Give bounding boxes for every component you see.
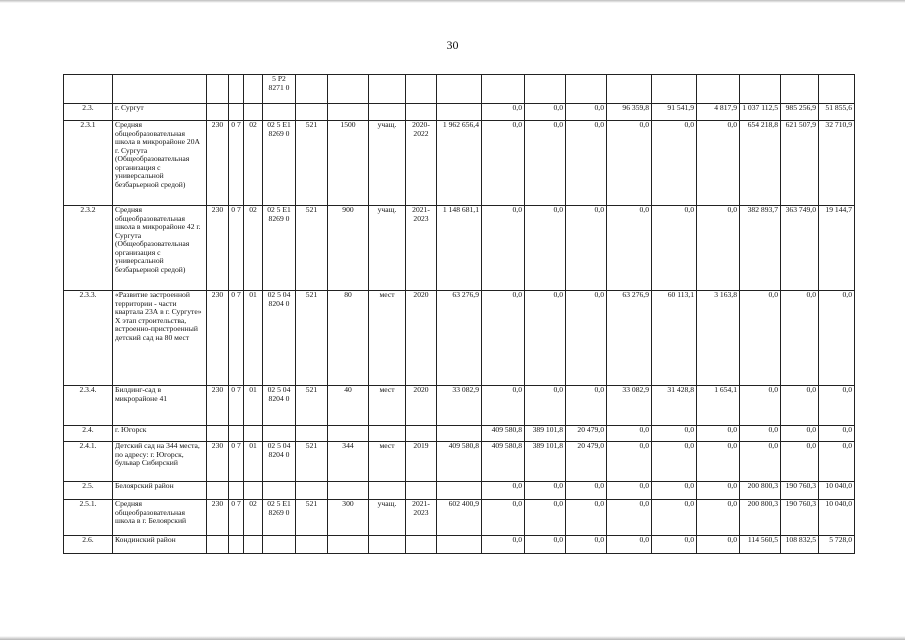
cell-c6	[328, 536, 369, 554]
cell-v9: 32 710,9	[819, 121, 855, 206]
cell-c6	[328, 482, 369, 500]
cell-v9: 0,0	[819, 386, 855, 426]
cell-c2: 0 7	[229, 291, 244, 386]
cell-c2	[229, 536, 244, 554]
cell-v9: 0,0	[819, 442, 855, 482]
cell-v6: 3 163,8	[697, 291, 740, 386]
cell-v9: 51 855,6	[819, 104, 855, 121]
cell-c4: 02 5 E1 8269 0	[263, 500, 296, 536]
cell-c9	[437, 536, 482, 554]
cell-v9: 0,0	[819, 291, 855, 386]
cell-v5	[652, 75, 697, 104]
cell-v8: 0,0	[781, 291, 819, 386]
cell-c1: 230	[207, 442, 229, 482]
cell-c6: 900	[328, 206, 369, 291]
cell-name: Белоярский район	[113, 482, 207, 500]
cell-c3: 02	[244, 121, 263, 206]
cell-c8: 2020	[406, 291, 437, 386]
cell-num: 2.3.2	[64, 206, 113, 291]
cell-v2: 0,0	[525, 121, 566, 206]
cell-v1: 0,0	[482, 291, 525, 386]
cell-v8: 190 760,3	[781, 500, 819, 536]
cell-c1	[207, 104, 229, 121]
cell-c7: мест	[369, 386, 406, 426]
cell-name: Средняя общеобразовательная школа в г. Белоярский	[113, 500, 207, 536]
cell-v6: 0,0	[697, 536, 740, 554]
table-row	[64, 426, 855, 442]
table-row	[64, 104, 855, 121]
cell-v3: 0,0	[566, 482, 607, 500]
cell-v3: 0,0	[566, 121, 607, 206]
cell-name: Средняя общеобразовательная школа в микрорайоне 20А г. Сургута (Общеобразовательная организация с универсальной безбарьерной средой)	[113, 121, 207, 206]
cell-c4	[263, 536, 296, 554]
cell-c5: 521	[296, 500, 328, 536]
cell-c8	[406, 536, 437, 554]
cell-num: 2.3.4.	[64, 386, 113, 426]
cell-v2: 389 101,8	[525, 426, 566, 442]
cell-c4: 02 5 04 8204 0	[263, 291, 296, 386]
cell-num: 2.6.	[64, 536, 113, 554]
cell-v9: 5 728,0	[819, 536, 855, 554]
table-row	[64, 536, 855, 554]
cell-c7: мест	[369, 291, 406, 386]
cell-v5: 0,0	[652, 482, 697, 500]
cell-c4: 02 5 E1 8269 0	[263, 121, 296, 206]
cell-c6	[328, 75, 369, 104]
cell-v8: 363 749,0	[781, 206, 819, 291]
cell-c9: 33 082,9	[437, 386, 482, 426]
cell-c5: 521	[296, 291, 328, 386]
cell-c3: 01	[244, 291, 263, 386]
cell-c2: 0 7	[229, 500, 244, 536]
cell-v2: 0,0	[525, 206, 566, 291]
cell-v1: 0,0	[482, 121, 525, 206]
cell-c4	[263, 104, 296, 121]
cell-v4: 0,0	[607, 500, 652, 536]
cell-c8: 2021-2023	[406, 206, 437, 291]
cell-c3	[244, 104, 263, 121]
cell-v7: 382 893,7	[740, 206, 781, 291]
cell-name: г. Югорск	[113, 426, 207, 442]
cell-v3: 0,0	[566, 104, 607, 121]
cell-c7	[369, 482, 406, 500]
cell-v8: 0,0	[781, 426, 819, 442]
cell-v3	[566, 75, 607, 104]
cell-v3: 0,0	[566, 206, 607, 291]
cell-v9: 10 040,0	[819, 500, 855, 536]
cell-v1: 0,0	[482, 104, 525, 121]
cell-c7: мест	[369, 442, 406, 482]
cell-c2: 0 7	[229, 121, 244, 206]
cell-v7: 200 800,3	[740, 500, 781, 536]
cell-v4: 0,0	[607, 442, 652, 482]
cell-c9: 1 962 656,4	[437, 121, 482, 206]
cell-c6: 344	[328, 442, 369, 482]
cell-v5: 0,0	[652, 442, 697, 482]
cell-c2	[229, 426, 244, 442]
cell-c5	[296, 104, 328, 121]
cell-v3: 0,0	[566, 386, 607, 426]
cell-v6: 0,0	[697, 121, 740, 206]
cell-c5: 521	[296, 386, 328, 426]
cell-c9: 63 276,9	[437, 291, 482, 386]
cell-c1: 230	[207, 386, 229, 426]
cell-v5: 0,0	[652, 426, 697, 442]
cell-c1: 230	[207, 121, 229, 206]
cell-c2: 0 7	[229, 386, 244, 426]
cell-v3: 20 479,0	[566, 442, 607, 482]
cell-c7: учащ.	[369, 121, 406, 206]
cell-v8: 985 256,9	[781, 104, 819, 121]
scan-edge-top	[0, 0, 905, 3]
cell-c8: 2020-2022	[406, 121, 437, 206]
cell-c8: 2021-2023	[406, 500, 437, 536]
cell-v6: 0,0	[697, 500, 740, 536]
cell-c8: 2019	[406, 442, 437, 482]
cell-c8	[406, 426, 437, 442]
cell-num: 2.4.	[64, 426, 113, 442]
cell-c5: 521	[296, 442, 328, 482]
cell-c8	[406, 104, 437, 121]
cell-c2: 0 7	[229, 206, 244, 291]
cell-c5	[296, 426, 328, 442]
cell-c6: 80	[328, 291, 369, 386]
cell-c9	[437, 426, 482, 442]
cell-v1: 0,0	[482, 206, 525, 291]
cell-v2: 0,0	[525, 104, 566, 121]
cell-v7	[740, 75, 781, 104]
cell-c7: учащ.	[369, 500, 406, 536]
cell-c3: 01	[244, 442, 263, 482]
cell-c5	[296, 75, 328, 104]
cell-c2	[229, 75, 244, 104]
cell-v5: 60 113,1	[652, 291, 697, 386]
cell-num: 2.5.1.	[64, 500, 113, 536]
cell-v4: 0,0	[607, 482, 652, 500]
cell-v4: 0,0	[607, 206, 652, 291]
cell-c3	[244, 482, 263, 500]
cell-num: 2.5.	[64, 482, 113, 500]
cell-v1: 0,0	[482, 500, 525, 536]
cell-c1: 230	[207, 500, 229, 536]
cell-v9: 19 144,7	[819, 206, 855, 291]
cell-c9: 409 580,8	[437, 442, 482, 482]
budget-table	[63, 74, 855, 554]
cell-v8: 108 832,5	[781, 536, 819, 554]
cell-v8: 190 760,3	[781, 482, 819, 500]
cell-v7: 1 037 112,5	[740, 104, 781, 121]
cell-v6: 1 654,1	[697, 386, 740, 426]
cell-name	[113, 75, 207, 104]
cell-c1	[207, 426, 229, 442]
cell-c5: 521	[296, 121, 328, 206]
cell-v6: 0,0	[697, 426, 740, 442]
cell-c1: 230	[207, 206, 229, 291]
cell-num	[64, 75, 113, 104]
cell-v1: 0,0	[482, 386, 525, 426]
table-row	[64, 206, 855, 291]
cell-v2: 0,0	[525, 386, 566, 426]
cell-v4: 63 276,9	[607, 291, 652, 386]
cell-c3	[244, 75, 263, 104]
table-row	[64, 500, 855, 536]
cell-c7	[369, 104, 406, 121]
cell-v1: 409 580,8	[482, 442, 525, 482]
cell-c6: 300	[328, 500, 369, 536]
cell-v7: 0,0	[740, 426, 781, 442]
cell-c8	[406, 482, 437, 500]
cell-v4: 0,0	[607, 426, 652, 442]
cell-c3: 02	[244, 500, 263, 536]
cell-v4: 33 082,9	[607, 386, 652, 426]
cell-v7: 0,0	[740, 386, 781, 426]
cell-c9: 1 148 681,1	[437, 206, 482, 291]
cell-name: Средняя общеобразовательная школа в микрорайоне 42 г. Сургута (Общеобразовательная организация с универсальной безбарьерной средой)	[113, 206, 207, 291]
cell-v7: 654 218,8	[740, 121, 781, 206]
cell-v5: 0,0	[652, 536, 697, 554]
cell-v9: 0,0	[819, 426, 855, 442]
cell-c1	[207, 75, 229, 104]
cell-c5	[296, 482, 328, 500]
cell-v7: 0,0	[740, 442, 781, 482]
table-row	[64, 386, 855, 426]
cell-c4: 02 5 04 8204 0	[263, 442, 296, 482]
cell-v9: 10 040,0	[819, 482, 855, 500]
cell-v3: 0,0	[566, 500, 607, 536]
cell-c3	[244, 426, 263, 442]
cell-v7: 200 800,3	[740, 482, 781, 500]
cell-c4: 02 5 E1 8269 0	[263, 206, 296, 291]
cell-name: «Развитие застроенной территории - части квартала 23А в г. Сургуте» X этап строительства, встроенно-пристроенный детский сад на 80 мест	[113, 291, 207, 386]
cell-v7: 0,0	[740, 291, 781, 386]
cell-c6: 1500	[328, 121, 369, 206]
cell-v3: 0,0	[566, 291, 607, 386]
cell-num: 2.4.1.	[64, 442, 113, 482]
cell-v2: 389 101,8	[525, 442, 566, 482]
cell-c7	[369, 75, 406, 104]
cell-v5: 0,0	[652, 121, 697, 206]
cell-v4: 96 359,8	[607, 104, 652, 121]
cell-v2	[525, 75, 566, 104]
cell-v5: 0,0	[652, 500, 697, 536]
cell-v5: 31 428,8	[652, 386, 697, 426]
cell-c4: 5 P2 8271 0	[263, 75, 296, 104]
cell-num: 2.3.1	[64, 121, 113, 206]
cell-c9	[437, 482, 482, 500]
cell-v5: 91 541,9	[652, 104, 697, 121]
cell-v6: 4 817,9	[697, 104, 740, 121]
cell-num: 2.3.3.	[64, 291, 113, 386]
cell-c2	[229, 482, 244, 500]
cell-v6: 0,0	[697, 482, 740, 500]
cell-v8: 621 507,9	[781, 121, 819, 206]
cell-c5: 521	[296, 206, 328, 291]
cell-v1: 0,0	[482, 536, 525, 554]
cell-c8	[406, 75, 437, 104]
cell-v1: 0,0	[482, 482, 525, 500]
cell-c7: учащ.	[369, 206, 406, 291]
cell-c9	[437, 75, 482, 104]
cell-c3: 01	[244, 386, 263, 426]
cell-c9: 602 400,9	[437, 500, 482, 536]
cell-v2: 0,0	[525, 536, 566, 554]
cell-c4: 02 5 04 8204 0	[263, 386, 296, 426]
scan-edge-bottom	[0, 636, 905, 640]
cell-v4	[607, 75, 652, 104]
cell-c1: 230	[207, 291, 229, 386]
table-row	[64, 75, 855, 104]
cell-c7	[369, 536, 406, 554]
cell-name: Детский сад на 344 места, по адресу: г. Югорск, бульвар Сибирский	[113, 442, 207, 482]
cell-v3: 0,0	[566, 536, 607, 554]
cell-v1	[482, 75, 525, 104]
cell-num: 2.3.	[64, 104, 113, 121]
cell-c6	[328, 104, 369, 121]
cell-v8: 0,0	[781, 442, 819, 482]
cell-c9	[437, 104, 482, 121]
cell-name: Билдинг-сад в микрорайоне 41	[113, 386, 207, 426]
cell-v6	[697, 75, 740, 104]
cell-v4: 0,0	[607, 121, 652, 206]
cell-c8: 2020	[406, 386, 437, 426]
cell-c6: 40	[328, 386, 369, 426]
cell-c1	[207, 536, 229, 554]
cell-c5	[296, 536, 328, 554]
table-row	[64, 291, 855, 386]
cell-v2: 0,0	[525, 500, 566, 536]
cell-c3	[244, 536, 263, 554]
cell-v8	[781, 75, 819, 104]
cell-name: г. Сургут	[113, 104, 207, 121]
cell-c1	[207, 482, 229, 500]
table-row	[64, 121, 855, 206]
cell-name: Кондинский район	[113, 536, 207, 554]
cell-v5: 0,0	[652, 206, 697, 291]
cell-v2: 0,0	[525, 291, 566, 386]
cell-v3: 20 479,0	[566, 426, 607, 442]
cell-c4	[263, 482, 296, 500]
cell-v9	[819, 75, 855, 104]
cell-v7: 114 560,5	[740, 536, 781, 554]
table-body	[64, 75, 855, 554]
table-row	[64, 442, 855, 482]
cell-v4: 0,0	[607, 536, 652, 554]
cell-c3: 02	[244, 206, 263, 291]
cell-v2: 0,0	[525, 482, 566, 500]
cell-c2: 0 7	[229, 442, 244, 482]
cell-c7	[369, 426, 406, 442]
cell-v6: 0,0	[697, 442, 740, 482]
cell-v6: 0,0	[697, 206, 740, 291]
cell-c4	[263, 426, 296, 442]
cell-c2	[229, 104, 244, 121]
cell-c6	[328, 426, 369, 442]
page-number: 30	[446, 38, 459, 52]
cell-v1: 409 580,8	[482, 426, 525, 442]
cell-v8: 0,0	[781, 386, 819, 426]
table-row	[64, 482, 855, 500]
